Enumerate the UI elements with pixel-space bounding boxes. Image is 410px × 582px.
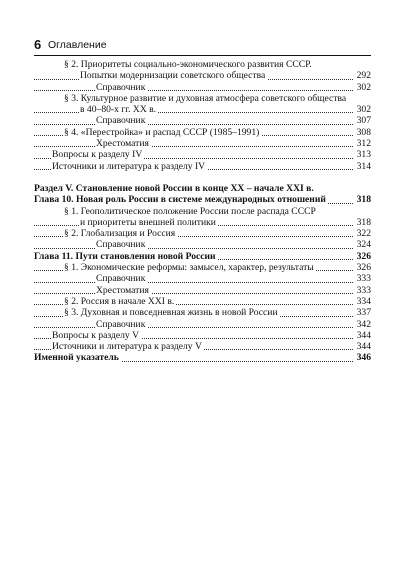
toc-entry-page: 342 bbox=[353, 319, 371, 330]
toc-entry bbox=[34, 307, 371, 318]
toc-entry-title: Глава 11. Пути становления новой России bbox=[34, 250, 216, 262]
toc-entry bbox=[34, 228, 371, 239]
toc-entry-title: Справочник bbox=[96, 273, 146, 285]
toc-entry-title: Глава 10. Новая роль России в системе международных отношений bbox=[34, 194, 326, 206]
toc-entry bbox=[34, 296, 371, 307]
toc-entry-page: 344 bbox=[353, 341, 371, 352]
toc-entry-title: § 3. Культурное развитие и духовная атмосфера советского общества bbox=[64, 92, 347, 104]
leader-dots bbox=[34, 248, 353, 249]
toc-entry-title: в 40–80-х гг. XX в. bbox=[80, 104, 157, 116]
toc-entry-page: 292 bbox=[353, 70, 371, 81]
toc-entry-page: 314 bbox=[353, 161, 371, 172]
toc-entry-title: Именной указатель bbox=[34, 352, 119, 364]
toc-entry bbox=[34, 262, 371, 273]
toc-entry-page: 326 bbox=[353, 251, 371, 262]
toc-entry-page: 308 bbox=[353, 127, 371, 138]
toc-entry-title: Вопросы к разделу V bbox=[52, 329, 140, 341]
leader-dots bbox=[34, 90, 353, 91]
toc-entry bbox=[34, 104, 371, 115]
toc-entry-title: Хрестоматия bbox=[96, 284, 149, 296]
toc-entry-title: Справочник bbox=[96, 81, 146, 93]
toc-chapter bbox=[34, 251, 371, 262]
toc-entry-page: 313 bbox=[353, 149, 371, 160]
toc-entry-title: § 4. «Перестройка» и распад СССР (1985–1991) bbox=[64, 126, 260, 138]
toc-entry bbox=[34, 341, 371, 352]
toc-entry-title: § 1. Геополитическое положение России после распада СССР bbox=[64, 205, 316, 217]
toc-entry-title: § 3. Духовная и повседневная жизнь в новой России bbox=[64, 307, 278, 319]
toc-entry bbox=[34, 149, 371, 160]
spacer bbox=[34, 172, 371, 183]
toc-entry-title: Источники и литература к разделу IV bbox=[52, 160, 206, 172]
table-of-contents bbox=[34, 59, 371, 364]
toc-entry bbox=[34, 319, 371, 330]
toc-entry bbox=[34, 115, 371, 126]
toc-entry-page: 318 bbox=[353, 194, 371, 205]
toc-entry bbox=[34, 206, 371, 217]
toc-entry-title: Справочник bbox=[96, 239, 146, 251]
toc-entry-title: Справочник bbox=[96, 318, 146, 330]
leader-dots bbox=[34, 293, 353, 294]
toc-entry-page: 312 bbox=[353, 138, 371, 149]
toc-entry-title: Вопросы к разделу IV bbox=[52, 149, 143, 161]
leader-dots bbox=[34, 146, 353, 147]
toc-entry-title: и приоритеты внешней политики bbox=[80, 216, 216, 228]
toc-entry-page: 322 bbox=[353, 228, 371, 239]
toc-entry bbox=[34, 127, 371, 138]
toc-entry bbox=[34, 285, 371, 296]
toc-entry bbox=[34, 59, 371, 70]
toc-entry bbox=[34, 138, 371, 149]
toc-entry-page: 333 bbox=[353, 273, 371, 284]
toc-entry bbox=[34, 82, 371, 93]
leader-dots bbox=[34, 282, 353, 283]
toc-entry bbox=[34, 217, 371, 228]
toc-entry-title: Хрестоматия bbox=[96, 138, 149, 150]
toc-section-heading bbox=[34, 183, 371, 194]
leader-dots bbox=[34, 327, 353, 328]
page-number: 6 bbox=[34, 37, 42, 52]
toc-entry bbox=[34, 93, 371, 104]
toc-entry-page: 334 bbox=[353, 296, 371, 307]
toc-entry bbox=[34, 239, 371, 250]
toc-entry-page: 326 bbox=[353, 262, 371, 273]
toc-entry-title: § 1. Экономические реформы: замысел, характер, результаты bbox=[64, 262, 314, 274]
toc-entry-title: Справочник bbox=[96, 115, 146, 127]
toc-entry-title: Попытки модернизации советского общества bbox=[80, 70, 266, 82]
toc-entry-page: 318 bbox=[353, 217, 371, 228]
toc-chapter bbox=[34, 194, 371, 205]
toc-entry-page: 346 bbox=[353, 352, 371, 363]
toc-entry-page: 333 bbox=[353, 285, 371, 296]
toc-entry bbox=[34, 161, 371, 172]
toc-entry-page: 344 bbox=[353, 330, 371, 341]
toc-entry-page: 337 bbox=[353, 307, 371, 318]
toc-entry-title: Источники и литература к разделу V bbox=[52, 341, 202, 353]
header-rule bbox=[34, 55, 371, 56]
header-title: Оглавление bbox=[48, 39, 107, 51]
toc-entry bbox=[34, 330, 371, 341]
toc-entry-page: 302 bbox=[353, 104, 371, 115]
toc-entry-page: 307 bbox=[353, 115, 371, 126]
toc-index-entry bbox=[34, 352, 371, 363]
toc-entry-page: 302 bbox=[353, 82, 371, 93]
toc-entry-title: § 2. Россия в начале XXI в. bbox=[64, 295, 175, 307]
toc-entry-title: Раздел V. Становление новой России в конце XX – начале XXI в. bbox=[34, 182, 314, 194]
toc-entry bbox=[34, 273, 371, 284]
running-header bbox=[34, 38, 374, 54]
leader-dots bbox=[34, 124, 353, 125]
toc-entry-title: § 2. Глобализация и Россия bbox=[64, 228, 176, 240]
toc-entry-title: § 2. Приоритеты социально-экономического развития СССР. bbox=[64, 59, 312, 70]
toc-entry-page: 324 bbox=[353, 239, 371, 250]
toc-entry bbox=[34, 70, 371, 81]
